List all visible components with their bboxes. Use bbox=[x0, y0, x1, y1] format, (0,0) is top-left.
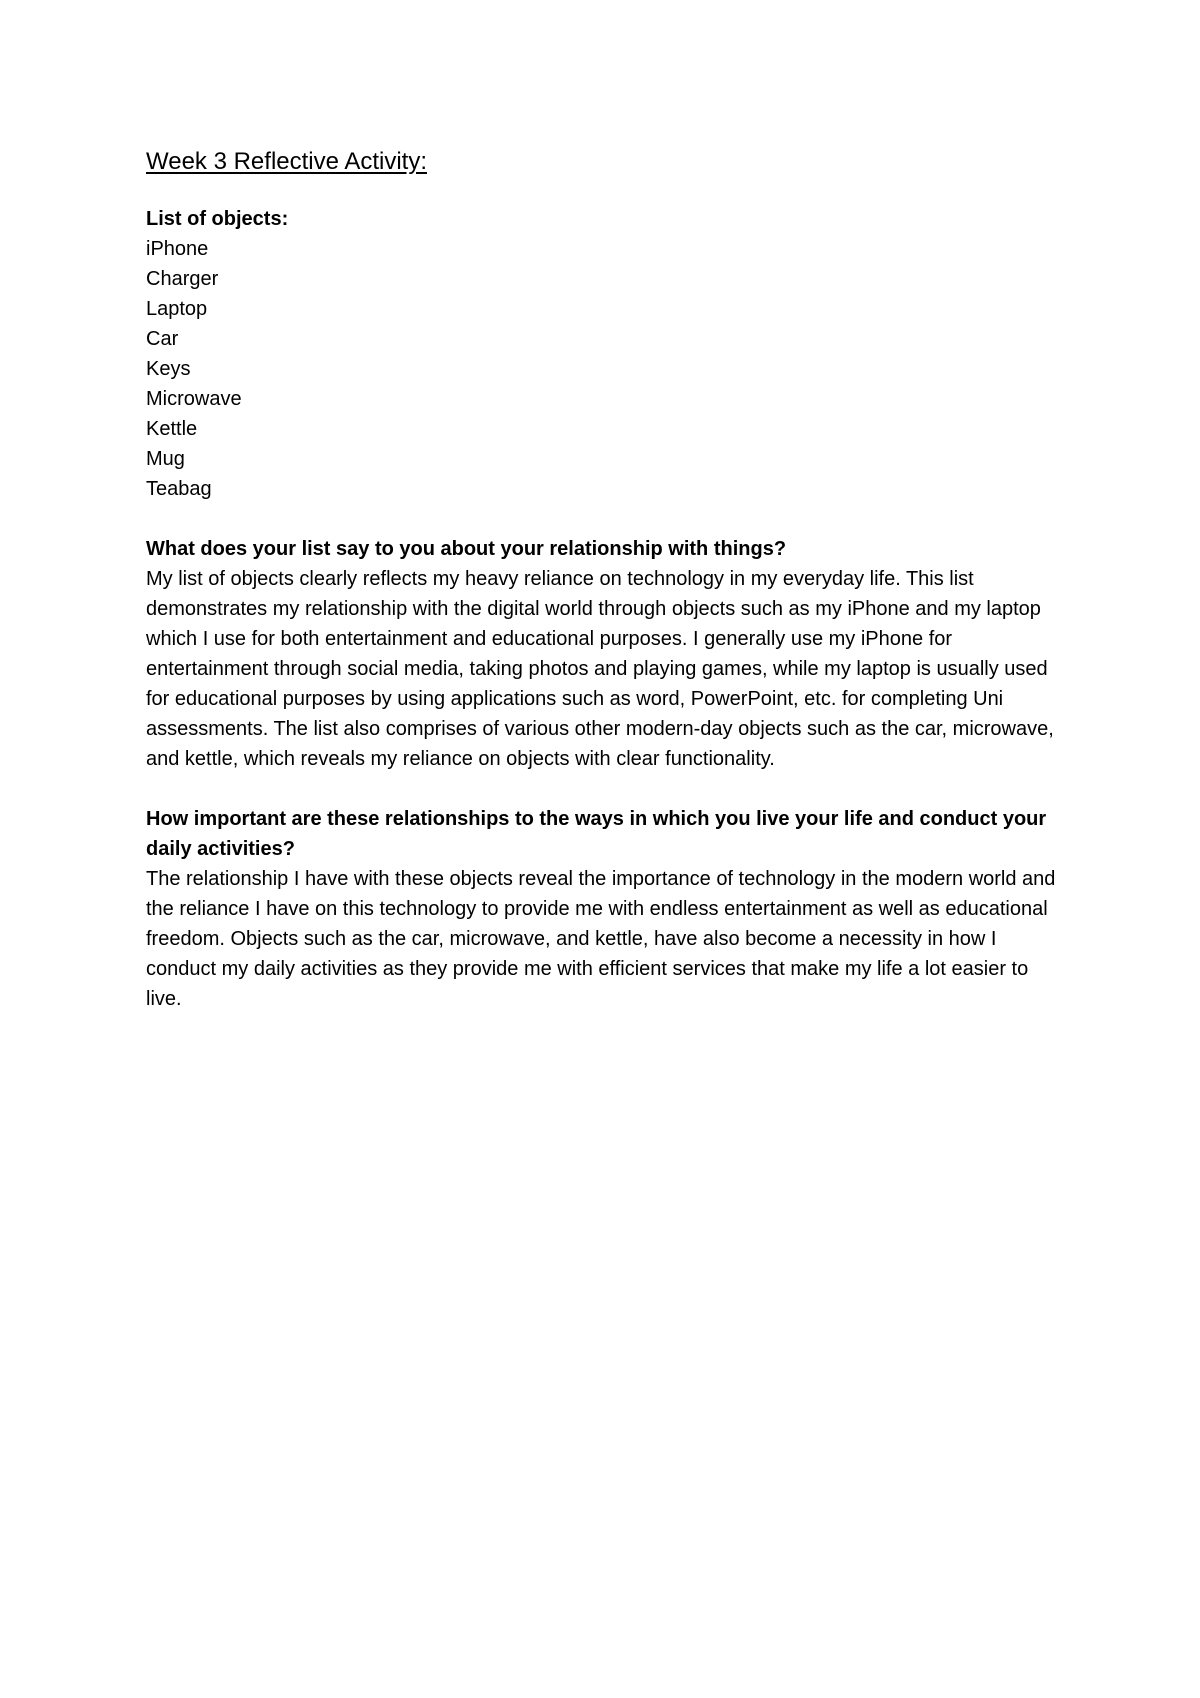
question-1-heading: What does your list say to you about your relationship with things? bbox=[146, 538, 787, 560]
list-item: Microwave bbox=[146, 388, 242, 410]
answer-2-paragraph: The relationship I have with these objects reveal the importance of technology in the modern world and the reliance I have on this technology to provide me with endless entertainment as well as educational freedom. Objects such as the car, microwave, and kettle, have also become a necessity in how I conduct my daily activities as they provide me with efficient services that make my life a lot easier to live. bbox=[146, 868, 1056, 1010]
page-title: Week 3 Reflective Activity: bbox=[146, 148, 427, 175]
object-list bbox=[146, 234, 1066, 504]
question-2-heading: How important are these relationships to the ways in which you live your life and conduct your daily activities? bbox=[146, 808, 1047, 860]
list-item: Keys bbox=[146, 358, 191, 380]
list-item: Laptop bbox=[146, 298, 208, 320]
list-heading: List of objects: bbox=[146, 208, 289, 230]
list-item: iPhone bbox=[146, 238, 209, 260]
answer-1-paragraph: My list of objects clearly reflects my heavy reliance on technology in my everyday life. This list demonstrates my relationship with the digital world through objects such as my iPhone and my laptop which I use for both entertainment and educational purposes. I generally use my iPhone for entertainment through social media, taking photos and playing games, while my laptop is usually used for educational purposes by using applications such as word, PowerPoint, etc. for completing Uni assessments. The list also comprises of various other modern-day objects such as the car, microwave, and kettle, which reveals my reliance on objects with clear functionality. bbox=[146, 568, 1054, 770]
list-item: Kettle bbox=[146, 418, 198, 440]
list-item: Teabag bbox=[146, 478, 212, 500]
list-item: Charger bbox=[146, 268, 219, 290]
document-body bbox=[146, 146, 1066, 1044]
list-item: Car bbox=[146, 328, 179, 350]
list-item: Mug bbox=[146, 448, 185, 470]
